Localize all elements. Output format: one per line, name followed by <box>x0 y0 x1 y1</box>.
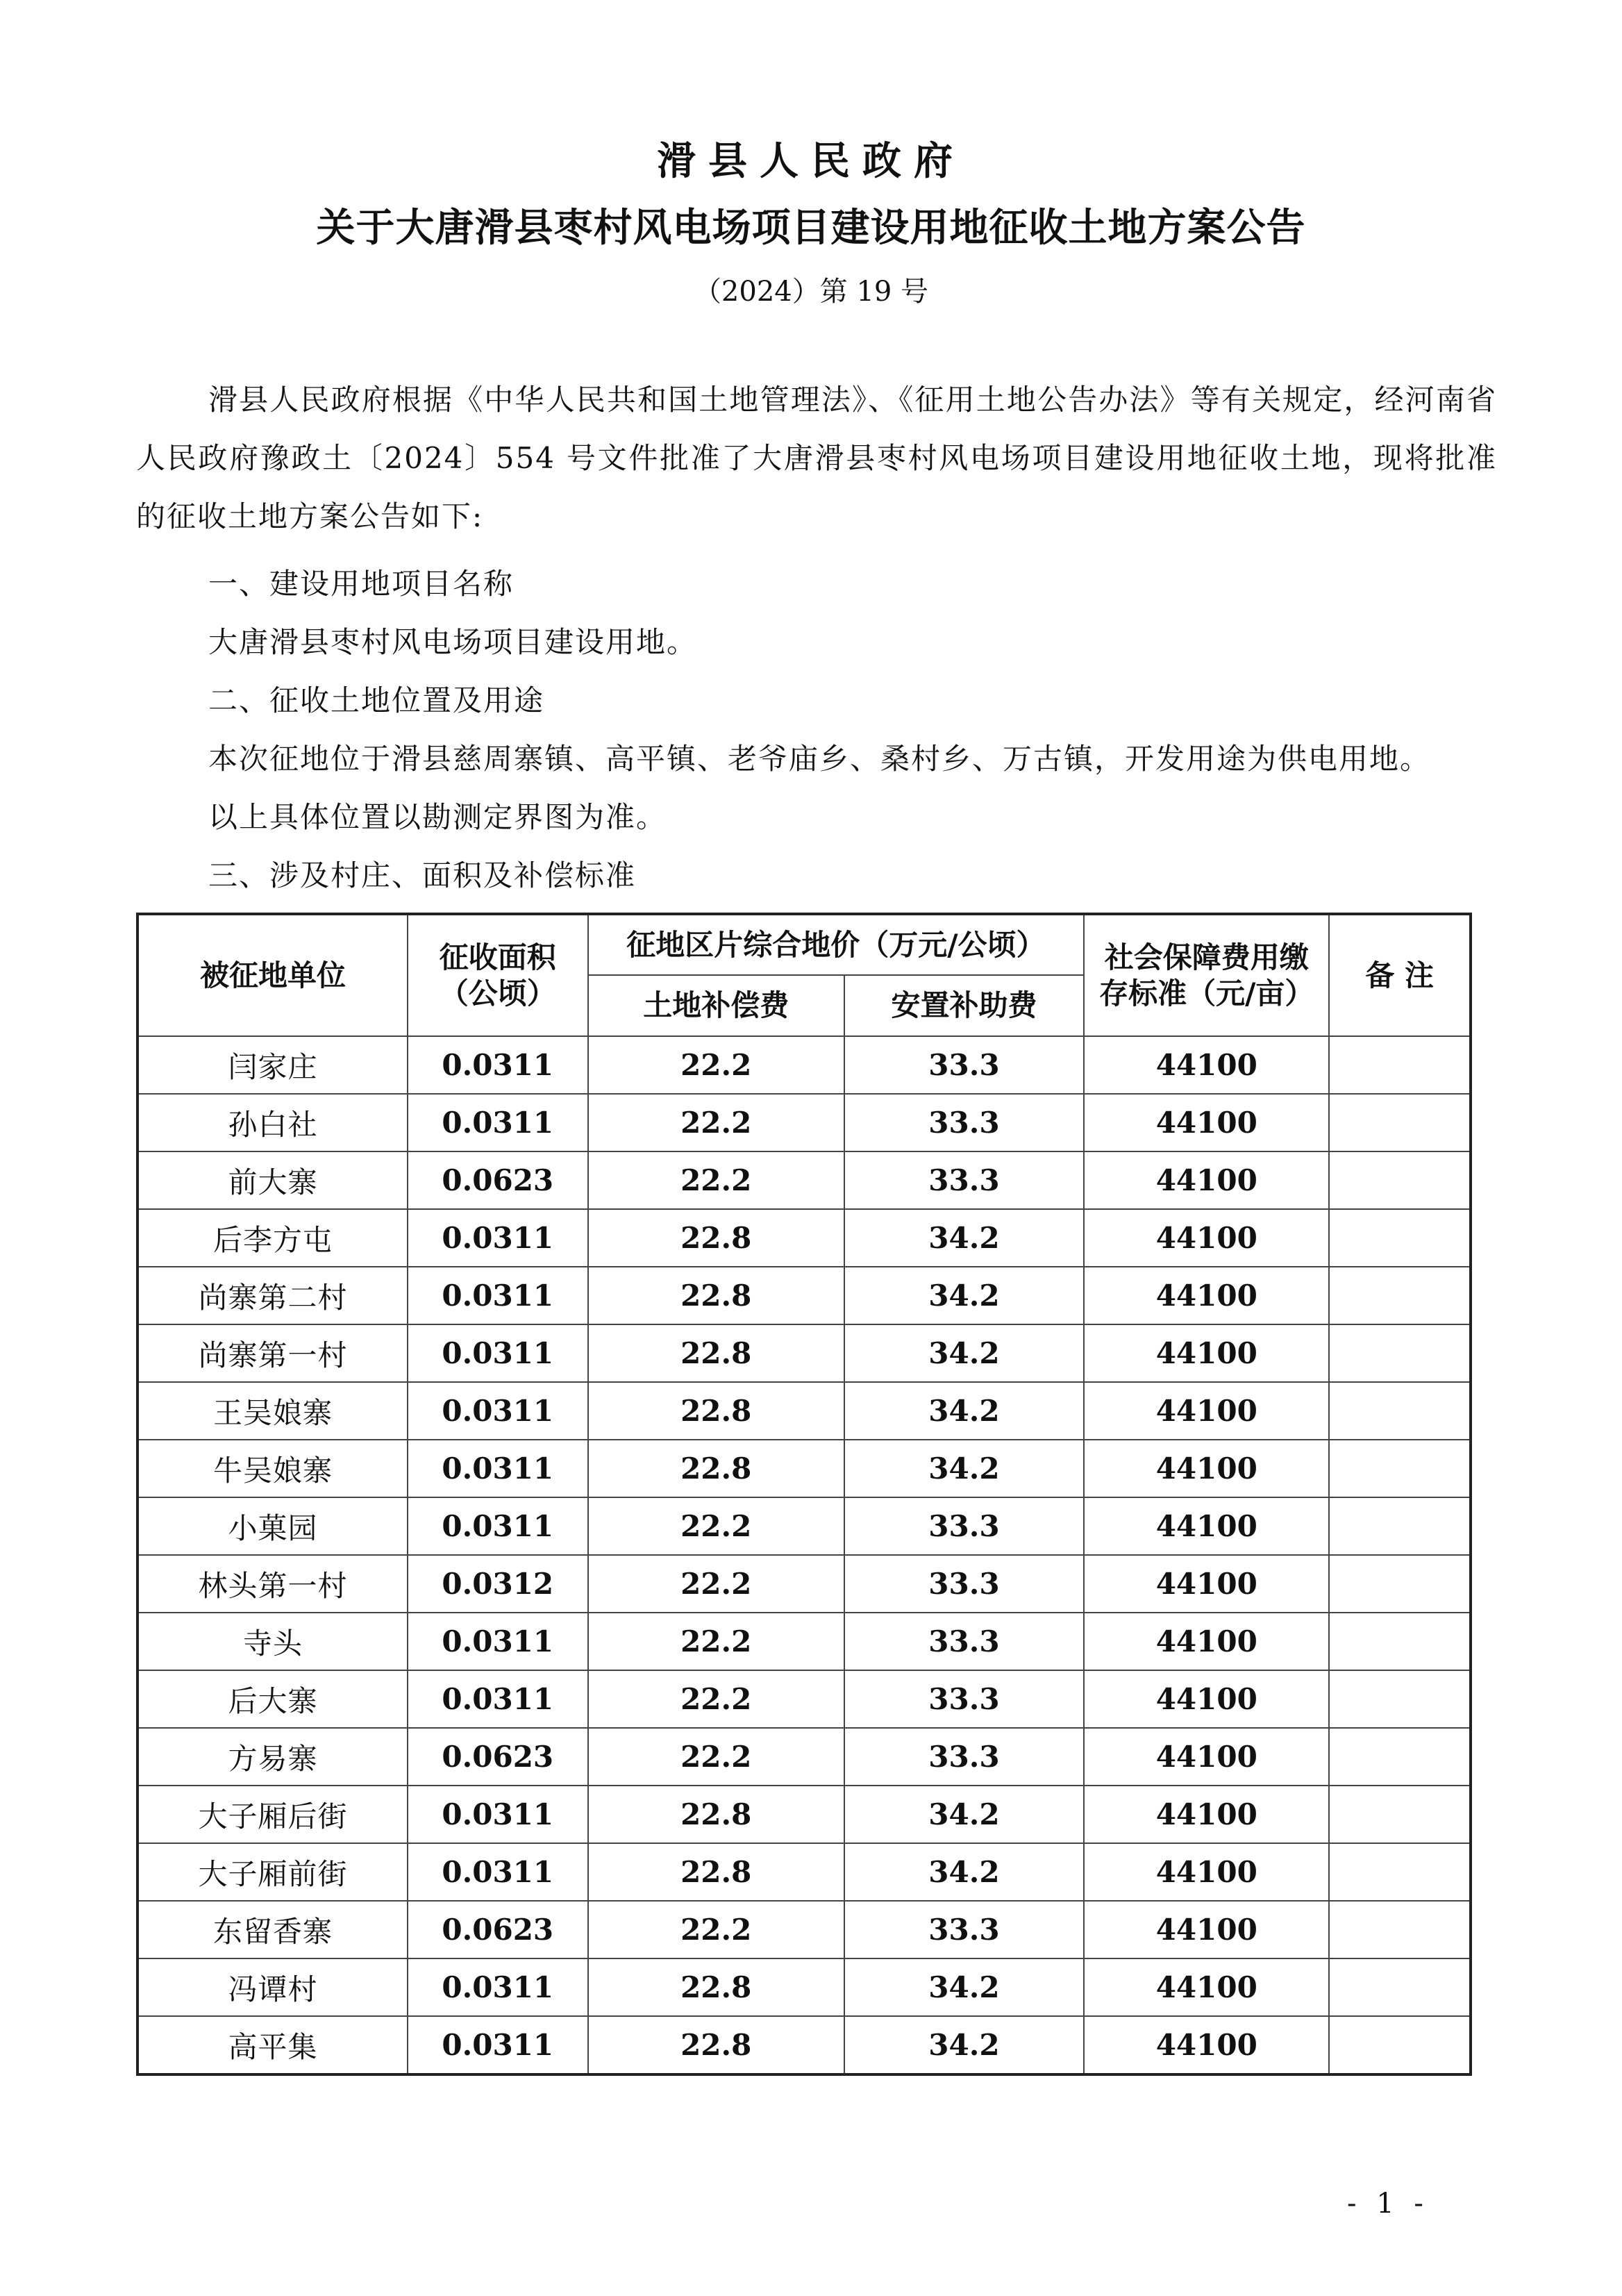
area-cell: 0.0311 <box>408 1324 588 1382</box>
area-cell: 0.0311 <box>408 1382 588 1440</box>
table-row <box>137 1901 1471 1958</box>
unit-cell: 寺头 <box>137 1613 408 1670</box>
land-comp-cell: 22.8 <box>588 1382 844 1440</box>
unit-cell: 闫家庄 <box>137 1036 408 1094</box>
section2-heading: 二、征收土地位置及用途 <box>208 683 545 717</box>
area-cell: 0.0311 <box>408 1786 588 1843</box>
resettle-cell: 34.2 <box>844 1324 1084 1382</box>
resettle-cell: 33.3 <box>844 1036 1084 1094</box>
resettle-cell: 34.2 <box>844 1209 1084 1267</box>
unit-cell: 林头第一村 <box>137 1555 408 1613</box>
header-area: 征收面积（公顷） <box>408 914 588 1036</box>
social-cell: 44100 <box>1084 1670 1329 1728</box>
social-cell: 44100 <box>1084 1497 1329 1555</box>
unit-cell: 牛吴娘寨 <box>137 1440 408 1497</box>
table-row <box>137 1613 1471 1670</box>
remark-cell <box>1329 2016 1471 2074</box>
area-cell: 0.0311 <box>408 1670 588 1728</box>
unit-cell: 王吴娘寨 <box>137 1382 408 1440</box>
land-comp-cell: 22.2 <box>588 1094 844 1151</box>
land-comp-cell: 22.8 <box>588 1324 844 1382</box>
social-cell: 44100 <box>1084 1382 1329 1440</box>
header-resettlement-subsidy: 安置补助费 <box>844 975 1084 1036</box>
resettle-cell: 33.3 <box>844 1094 1084 1151</box>
area-cell: 0.0311 <box>408 1440 588 1497</box>
header-social-security: 社会保障费用缴存标准（元/亩） <box>1084 914 1329 1036</box>
table-row <box>137 1958 1471 2016</box>
land-comp-cell: 22.8 <box>588 1209 844 1267</box>
resettle-cell: 34.2 <box>844 1958 1084 2016</box>
table-row <box>137 1209 1471 1267</box>
resettle-cell: 34.2 <box>844 1786 1084 1843</box>
table-row <box>137 1036 1471 1094</box>
unit-cell: 尚寨第二村 <box>137 1267 408 1324</box>
land-comp-cell: 22.2 <box>588 1497 844 1555</box>
title-line-2: 关于大唐滑县枣村风电场项目建设用地征收土地方案公告 <box>316 205 1306 251</box>
area-cell: 0.0311 <box>408 1497 588 1555</box>
table-row <box>137 1728 1471 1786</box>
table-row <box>137 1440 1471 1497</box>
social-cell: 44100 <box>1084 1267 1329 1324</box>
resettle-cell: 33.3 <box>844 1497 1084 1555</box>
social-cell: 44100 <box>1084 1843 1329 1901</box>
land-comp-cell: 22.8 <box>588 1843 844 1901</box>
section2-note: 以上具体位置以勘测定界图为准。 <box>208 800 667 834</box>
remark-cell <box>1329 1901 1471 1958</box>
area-cell: 0.0623 <box>408 1151 588 1209</box>
land-comp-cell: 22.8 <box>588 2016 844 2074</box>
land-comp-cell: 22.2 <box>588 1036 844 1094</box>
table-row <box>137 2016 1471 2074</box>
unit-cell: 方易寨 <box>137 1728 408 1786</box>
remark-cell <box>1329 1670 1471 1728</box>
unit-cell: 大子厢前街 <box>137 1843 408 1901</box>
area-cell: 0.0311 <box>408 1958 588 2016</box>
unit-cell: 后李方屯 <box>137 1209 408 1267</box>
land-comp-cell: 22.2 <box>588 1613 844 1670</box>
table-row <box>137 1324 1471 1382</box>
social-cell: 44100 <box>1084 2016 1329 2074</box>
area-cell: 0.0311 <box>408 1209 588 1267</box>
area-cell: 0.0311 <box>408 1094 588 1151</box>
remark-cell <box>1329 1613 1471 1670</box>
remark-cell <box>1329 1324 1471 1382</box>
remark-cell <box>1329 1382 1471 1440</box>
social-cell: 44100 <box>1084 1901 1329 1958</box>
unit-cell: 前大寨 <box>137 1151 408 1209</box>
land-comp-cell: 22.8 <box>588 1440 844 1497</box>
land-comp-cell: 22.8 <box>588 1786 844 1843</box>
resettle-cell: 33.3 <box>844 1670 1084 1728</box>
section2-text: 本次征地位于滑县慈周寨镇、高平镇、老爷庙乡、桑村乡、万古镇，开发用途为供电用地。 <box>208 742 1431 776</box>
remark-cell <box>1329 1958 1471 2016</box>
remark-cell <box>1329 1267 1471 1324</box>
resettle-cell: 33.3 <box>844 1151 1084 1209</box>
resettle-cell: 34.2 <box>844 1843 1084 1901</box>
page-number: - 1 - <box>1347 2188 1429 2220</box>
social-cell: 44100 <box>1084 1440 1329 1497</box>
area-cell: 0.0312 <box>408 1555 588 1613</box>
land-comp-cell: 22.2 <box>588 1151 844 1209</box>
remark-cell <box>1329 1497 1471 1555</box>
social-cell: 44100 <box>1084 1786 1329 1843</box>
table-row <box>137 1497 1471 1555</box>
remark-cell <box>1329 1555 1471 1613</box>
remark-cell <box>1329 1440 1471 1497</box>
social-cell: 44100 <box>1084 1036 1329 1094</box>
area-cell: 0.0311 <box>408 1267 588 1324</box>
unit-cell: 尚寨第一村 <box>137 1324 408 1382</box>
title-line-1: 滑县人民政府 <box>657 138 965 184</box>
area-cell: 0.0311 <box>408 1036 588 1094</box>
land-comp-cell: 22.8 <box>588 1958 844 2016</box>
section1-text: 大唐滑县枣村风电场项目建设用地。 <box>208 625 698 659</box>
resettle-cell: 34.2 <box>844 1382 1084 1440</box>
area-cell: 0.0311 <box>408 1843 588 1901</box>
unit-cell: 小菓园 <box>137 1497 408 1555</box>
header-unit: 被征地单位 <box>137 914 408 1036</box>
social-cell: 44100 <box>1084 1324 1329 1382</box>
table-row <box>137 1670 1471 1728</box>
resettle-cell: 33.3 <box>844 1728 1084 1786</box>
section3-heading: 三、涉及村庄、面积及补偿标准 <box>208 858 637 892</box>
remark-cell <box>1329 1843 1471 1901</box>
header-price-group: 征地区片综合地价（万元/公顷） <box>588 914 1084 975</box>
table-row <box>137 1382 1471 1440</box>
header-land-compensation: 土地补偿费 <box>588 975 844 1036</box>
document-number: （2024）第 19 号 <box>693 276 929 308</box>
area-cell: 0.0311 <box>408 1613 588 1670</box>
social-cell: 44100 <box>1084 1728 1329 1786</box>
resettle-cell: 33.3 <box>844 1555 1084 1613</box>
land-comp-cell: 22.2 <box>588 1901 844 1958</box>
table-row <box>137 1094 1471 1151</box>
table-row <box>137 1151 1471 1209</box>
unit-cell: 冯谭村 <box>137 1958 408 2016</box>
land-comp-cell: 22.2 <box>588 1728 844 1786</box>
land-comp-cell: 22.2 <box>588 1670 844 1728</box>
land-comp-cell: 22.2 <box>588 1555 844 1613</box>
land-comp-cell: 22.8 <box>588 1267 844 1324</box>
social-cell: 44100 <box>1084 1958 1329 2016</box>
table-row <box>137 1786 1471 1843</box>
table-row <box>137 1555 1471 1613</box>
unit-cell: 高平集 <box>137 2016 408 2074</box>
social-cell: 44100 <box>1084 1613 1329 1670</box>
remark-cell <box>1329 1728 1471 1786</box>
resettle-cell: 34.2 <box>844 1440 1084 1497</box>
header-remark: 备 注 <box>1329 914 1471 1036</box>
social-cell: 44100 <box>1084 1094 1329 1151</box>
resettle-cell: 34.2 <box>844 2016 1084 2074</box>
unit-cell: 后大寨 <box>137 1670 408 1728</box>
unit-cell: 大子厢后街 <box>137 1786 408 1843</box>
social-cell: 44100 <box>1084 1151 1329 1209</box>
unit-cell: 孙白社 <box>137 1094 408 1151</box>
section1-heading: 一、建设用地项目名称 <box>208 567 515 601</box>
resettle-cell: 34.2 <box>844 1267 1084 1324</box>
unit-cell: 东留香寨 <box>137 1901 408 1958</box>
intro-paragraph: 滑县人民政府根据《中华人民共和国土地管理法》、《征用土地公告办法》等有关规定，经河南省人民政府豫政土〔2024〕554 号文件批准了大唐滑县枣村风电场项目建设用地征收土地，现将批准的征收土地方案公告如下: <box>136 383 1497 533</box>
area-cell: 0.0311 <box>408 2016 588 2074</box>
area-cell: 0.0623 <box>408 1901 588 1958</box>
social-cell: 44100 <box>1084 1555 1329 1613</box>
remark-cell <box>1329 1209 1471 1267</box>
remark-cell <box>1329 1094 1471 1151</box>
resettle-cell: 33.3 <box>844 1901 1084 1958</box>
resettle-cell: 33.3 <box>844 1613 1084 1670</box>
compensation-table <box>136 913 1472 2076</box>
social-cell: 44100 <box>1084 1209 1329 1267</box>
remark-cell <box>1329 1036 1471 1094</box>
remark-cell <box>1329 1151 1471 1209</box>
remark-cell <box>1329 1786 1471 1843</box>
table-row <box>137 1843 1471 1901</box>
area-cell: 0.0623 <box>408 1728 588 1786</box>
table-row <box>137 1267 1471 1324</box>
